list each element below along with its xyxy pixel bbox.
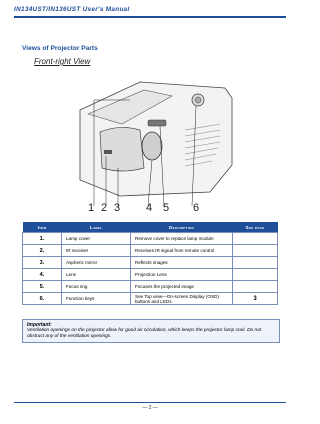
item-label: Function keys	[62, 293, 131, 305]
callout-2: 2	[101, 202, 108, 214]
callout-5: 5	[163, 202, 170, 214]
table-row	[23, 257, 278, 269]
callout-1: 1	[88, 202, 95, 214]
item-description: Remove cover to replace lamp module	[131, 233, 233, 245]
item-description: Receives IR signal from remote control	[131, 245, 233, 257]
item-label: Lamp cover	[62, 233, 131, 245]
item-number: 6.	[23, 293, 62, 305]
item-page	[233, 233, 278, 245]
header-rule	[14, 16, 286, 18]
item-description: Reflects images	[131, 257, 233, 269]
item-page	[233, 257, 278, 269]
table-row	[23, 281, 278, 293]
item-label: Focus ring	[62, 281, 131, 293]
item-page	[233, 269, 278, 281]
item-description: Focuses the projected image	[131, 281, 233, 293]
col-see-page: See page	[233, 222, 278, 233]
focus-ring	[148, 120, 166, 126]
callout-numbers	[80, 202, 230, 216]
table-row	[23, 269, 278, 281]
item-number: 4.	[23, 269, 62, 281]
note-body: Ventilation openings on the projector allow for good air circulation, which keeps the projector lamp cool. Do not obstruct any of the ventilation openings.	[27, 328, 262, 339]
table-header-row	[23, 222, 278, 233]
item-number: 2.	[23, 245, 62, 257]
callout-6: 6	[193, 202, 200, 214]
callout-3: 3	[114, 202, 121, 214]
item-description: Projection Lens	[131, 269, 233, 281]
item-page: 3	[233, 293, 278, 305]
item-page	[233, 281, 278, 293]
col-label: Label	[62, 222, 131, 233]
col-item: Item	[23, 222, 62, 233]
item-number: 3.	[23, 257, 62, 269]
item-label: IR receiver	[62, 245, 131, 257]
item-label: Lens	[62, 269, 131, 281]
item-description: See Top view—On-screen Display (OSD) buttons and LEDs.	[131, 293, 233, 305]
item-page	[233, 245, 278, 257]
projector-illustration	[60, 70, 240, 220]
aspheric-mirror	[100, 127, 144, 171]
item-label: Aspheric mirror	[62, 257, 131, 269]
table-row	[23, 293, 278, 305]
item-number: 1.	[23, 233, 62, 245]
parts-table	[22, 222, 278, 305]
important-note	[22, 319, 280, 343]
manual-header-title: IN134UST/IN136UST User's Manual	[14, 6, 130, 13]
projection-lens	[142, 132, 162, 160]
ir-receiver	[104, 150, 112, 154]
table-row	[23, 233, 278, 245]
section-title: Views of Projector Parts	[22, 45, 98, 52]
table-row	[23, 245, 278, 257]
item-number: 5.	[23, 281, 62, 293]
page-number: — 2 —	[142, 405, 158, 411]
view-subtitle: Front-right View	[34, 57, 91, 66]
col-description: Description	[131, 222, 233, 233]
callout-4: 4	[146, 202, 153, 214]
note-title: Important:	[27, 322, 52, 328]
footer-rule	[14, 402, 286, 403]
